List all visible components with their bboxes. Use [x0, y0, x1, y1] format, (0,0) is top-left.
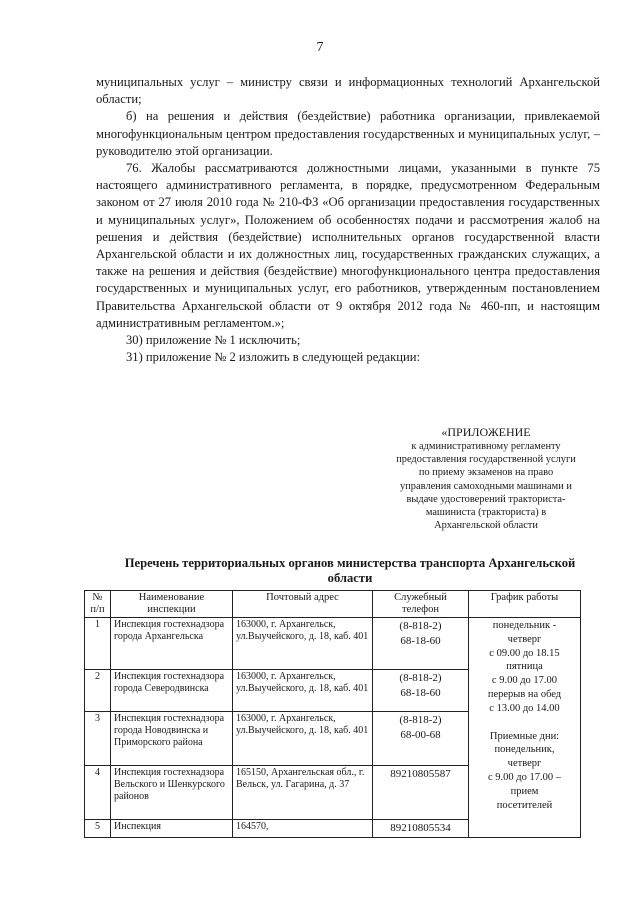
inspection-name: Инспекция гостехнадзора города Северодвинска [111, 670, 233, 712]
work-schedule [469, 618, 581, 838]
appendix-line: предоставления государственной услуги [396, 454, 576, 466]
schedule-line: понедельник, [494, 744, 555, 756]
phone-number: 68-18-60 [400, 687, 441, 699]
table-title: Перечень территориальных органов министерства транспорта Архангельской области [124, 556, 576, 585]
appendix-line: управления самоходными машинами и [400, 480, 572, 492]
appendix-line: выдаче удостоверений тракториста- [406, 493, 566, 505]
phone-code: (8-818-2) [399, 672, 442, 684]
paragraph: муниципальных услуг – министру связи и информационных технологий Архангельской области; [96, 75, 600, 107]
schedule-line: посетителей [496, 799, 553, 811]
row-number: 4 [85, 766, 111, 820]
page-number: 7 [316, 40, 324, 55]
schedule-line: с 09.00 до 18.15 [489, 647, 560, 659]
paragraph: 30) приложение № 1 исключить; [126, 333, 301, 348]
phone-number: 68-00-68 [400, 729, 441, 741]
inspection-name: Инспекция гостехнадзора Вельского и Шенкурского районов [111, 766, 233, 820]
column-header-number: № п/п [85, 591, 111, 618]
column-header-address: Почтовый адрес [233, 591, 373, 618]
appendix-title: «ПРИЛОЖЕНИЕ [441, 425, 531, 439]
row-number: 5 [85, 820, 111, 838]
schedule-line: понедельник - [492, 620, 557, 631]
phone-cell [373, 618, 469, 670]
appendix-header [370, 425, 602, 532]
postal-address: 164570, [233, 820, 373, 838]
schedule-line: пятница [506, 661, 543, 673]
schedule-line: с 9.00 до 17.00 – [487, 771, 561, 783]
table-row [85, 618, 581, 670]
phone-number: 68-18-60 [400, 635, 441, 647]
schedule-gap [472, 716, 577, 730]
appendix-line: к административному регламенту [411, 441, 561, 452]
phone-cell [373, 670, 469, 712]
appendix-line: по приему экзаменов на право [418, 467, 554, 479]
phone-code: (8-818-2) [399, 620, 442, 632]
postal-address: 163000, г. Архангельск, ул.Выучейского, д. 18, каб. 401 [233, 618, 373, 670]
schedule-line: перерыв на обед [487, 688, 562, 700]
schedule-line: Приемные дни: [489, 730, 560, 742]
appendix-line: машиниста (тракториста) в [425, 507, 547, 519]
phone-number: 89210805587 [390, 768, 451, 780]
phone-cell [373, 820, 469, 838]
paragraph: 76. Жалобы рассматриваются должностными лицами, указанными в пункте 75 настоящего административного регламента, в порядке, предусмотренном Федеральным законом от 27 июля 2010 года № 210-ФЗ «Об организации предоставления государственных и муниципальных услуг», Положением об особенностях подачи и рассмотрения жалоб на решения и действия (бездействие) исполнительных органов государственной власти Архангельской области и их должностных лиц, государственных гражданских служащих, а также на решения и действия (бездействие) многофункционального центра предоставления государственных и муниципальных услуг, его работников, утвержденным постановлением Правительства Архангельской области от 9 октября 2012 года № 460-пп, и настоящим административным регламентом.»; [96, 161, 600, 330]
row-number: 3 [85, 712, 111, 766]
row-number: 2 [85, 670, 111, 712]
phone-cell [373, 766, 469, 820]
schedule-line: четверг [507, 758, 542, 770]
postal-address: 163000, г. Архангельск, ул.Выучейского, д. 18, каб. 401 [233, 670, 373, 712]
schedule-line: с 13.00 до 14.00 [489, 702, 560, 714]
phone-code: (8-818-2) [399, 714, 442, 726]
phone-cell [373, 712, 469, 766]
appendix-line: Архангельской области [434, 520, 538, 532]
postal-address: 165150, Архангельская обл., г. Вельск, ул. Гагарина, д. 37 [233, 766, 373, 820]
inspections-table [84, 590, 581, 838]
paragraph: б) на решения и действия (бездействие) работника организации, привлекаемой многофункциональным центром предоставления государственных и муниципальных услуг, – руководителю этой организации. [96, 109, 600, 158]
table-header-row [85, 591, 581, 618]
schedule-line: прием [510, 785, 539, 797]
inspection-name: Инспекция гостехнадзора города Новодвинска и Приморского района [111, 712, 233, 766]
schedule-line: с 9.00 до 17.00 [491, 675, 558, 687]
schedule-line: четверг [507, 633, 542, 645]
inspection-name: Инспекция гостехнадзора города Архангельска [111, 618, 233, 670]
phone-number: 89210805534 [390, 822, 451, 834]
column-header-name: Наименование инспекции [111, 591, 233, 618]
column-header-phone: Служебный телефон [373, 591, 469, 618]
inspection-name: Инспекция [111, 820, 233, 838]
postal-address: 163000, г. Архангельск, ул.Выучейского, д. 18, каб. 401 [233, 712, 373, 766]
row-number: 1 [85, 618, 111, 670]
column-header-schedule: График работы [469, 591, 581, 618]
paragraph: 31) приложение № 2 изложить в следующей редакции: [126, 350, 420, 365]
body-text [96, 74, 600, 366]
